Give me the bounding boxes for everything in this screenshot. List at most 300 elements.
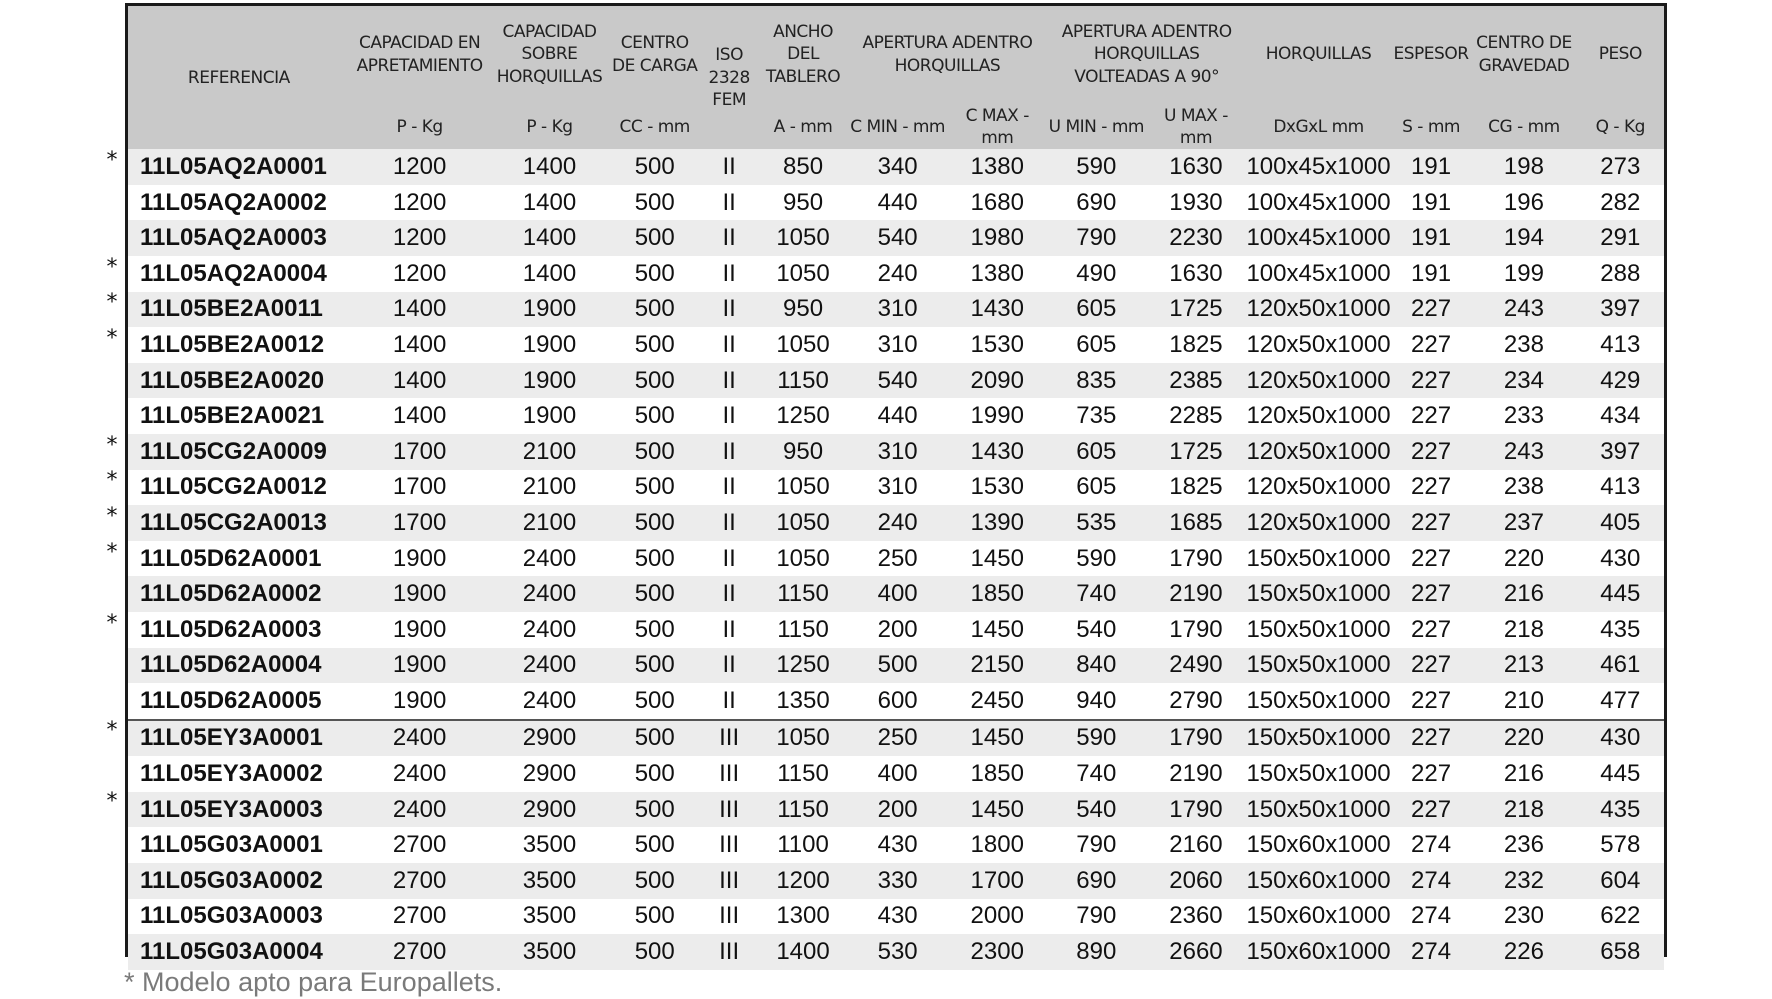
cell-centro-carga: 500 <box>609 292 700 328</box>
cell-cap-horquillas: 1400 <box>490 220 610 256</box>
cell-cap-apretamiento: 2700 <box>350 827 490 863</box>
cell-centro-gravedad: 198 <box>1471 149 1576 185</box>
header-horquillas: HORQUILLAS <box>1246 6 1390 103</box>
cell-referencia: 11L05AQ2A0003 <box>128 220 350 256</box>
cell-centro-carga: 500 <box>609 756 700 792</box>
cell-u-min: 490 <box>1047 256 1146 292</box>
cell-ancho-tablero: 1050 <box>758 256 848 292</box>
cell-referencia: 11L05EY3A0003 <box>128 792 350 828</box>
table-row <box>128 185 1664 221</box>
cell-ancho-tablero: 1050 <box>758 220 848 256</box>
cell-ancho-tablero: 1050 <box>758 541 848 577</box>
cell-referencia: 11L05AQ2A0002 <box>128 185 350 221</box>
cell-c-min: 540 <box>848 363 948 399</box>
cell-u-max: 1790 <box>1146 541 1247 577</box>
cell-horquillas: 150x60x1000 <box>1246 863 1390 899</box>
cell-peso: 461 <box>1577 648 1664 684</box>
cell-referencia: 11L05BE2A0012 <box>128 327 350 363</box>
cell-espesor: 227 <box>1391 792 1472 828</box>
cell-centro-carga: 500 <box>609 505 700 541</box>
cell-espesor: 227 <box>1391 648 1472 684</box>
cell-centro-gravedad: 216 <box>1471 576 1576 612</box>
table-row <box>128 470 1664 506</box>
unit-espesor: S - mm <box>1391 103 1472 149</box>
cell-horquillas: 120x50x1000 <box>1246 434 1390 470</box>
cell-espesor: 227 <box>1391 398 1472 434</box>
cell-cap-horquillas: 2400 <box>490 612 610 648</box>
cell-cap-apretamiento: 1200 <box>350 220 490 256</box>
cell-horquillas: 150x50x1000 <box>1246 612 1390 648</box>
unit-c-max: C MAX - mm <box>947 103 1047 149</box>
cell-iso: II <box>700 256 758 292</box>
cell-u-max: 1630 <box>1146 149 1247 185</box>
cell-horquillas: 150x50x1000 <box>1246 541 1390 577</box>
europallet-star-marker: * <box>106 717 118 743</box>
cell-c-max: 2150 <box>947 648 1047 684</box>
cell-espesor: 227 <box>1391 541 1472 577</box>
cell-c-min: 330 <box>848 863 948 899</box>
cell-u-min: 540 <box>1047 612 1146 648</box>
table-row <box>128 256 1664 292</box>
cell-peso: 578 <box>1577 827 1664 863</box>
cell-c-min: 250 <box>848 720 948 757</box>
cell-c-min: 310 <box>848 327 948 363</box>
cell-centro-gravedad: 233 <box>1471 398 1576 434</box>
cell-u-min: 835 <box>1047 363 1146 399</box>
cell-cap-apretamiento: 2400 <box>350 792 490 828</box>
cell-referencia: 11L05D62A0004 <box>128 648 350 684</box>
cell-peso: 622 <box>1577 899 1664 935</box>
cell-iso: II <box>700 149 758 185</box>
cell-espesor: 227 <box>1391 576 1472 612</box>
cell-u-min: 790 <box>1047 220 1146 256</box>
header-apertura-volteadas: APERTURA ADENTRO HORQUILLAS VOLTEADAS A 90° <box>1047 6 1246 103</box>
cell-iso: II <box>700 398 758 434</box>
unit-c-min: C MIN - mm <box>848 103 948 149</box>
cell-c-max: 1680 <box>947 185 1047 221</box>
europallet-star-marker <box>100 351 124 387</box>
cell-u-min: 590 <box>1047 541 1146 577</box>
table-row <box>128 398 1664 434</box>
cell-espesor: 227 <box>1391 505 1472 541</box>
cell-iso: III <box>700 827 758 863</box>
header-apertura-adentro: APERTURA ADENTRO HORQUILLAS <box>848 6 1047 103</box>
cell-c-max: 1530 <box>947 470 1047 506</box>
cell-centro-gravedad: 218 <box>1471 612 1576 648</box>
cell-horquillas: 150x60x1000 <box>1246 934 1390 970</box>
cell-peso: 397 <box>1577 434 1664 470</box>
cell-u-max: 2660 <box>1146 934 1247 970</box>
cell-u-max: 2285 <box>1146 398 1247 434</box>
cell-iso: III <box>700 863 758 899</box>
cell-centro-gravedad: 210 <box>1471 683 1576 720</box>
cell-c-min: 530 <box>848 934 948 970</box>
europallet-star-marker: * <box>106 503 118 529</box>
cell-c-min: 440 <box>848 185 948 221</box>
cell-cap-horquillas: 1900 <box>490 363 610 399</box>
table-row <box>128 648 1664 684</box>
cell-referencia: 11L05CG2A0012 <box>128 470 350 506</box>
unit-centro-carga: CC - mm <box>609 103 700 149</box>
cell-u-min: 605 <box>1047 434 1146 470</box>
cell-u-min: 840 <box>1047 648 1146 684</box>
header-peso: PESO <box>1577 6 1664 103</box>
product-spec-table <box>128 6 1664 970</box>
cell-cap-horquillas: 2900 <box>490 756 610 792</box>
cell-iso: II <box>700 327 758 363</box>
cell-c-min: 430 <box>848 827 948 863</box>
cell-ancho-tablero: 1050 <box>758 470 848 506</box>
cell-peso: 658 <box>1577 934 1664 970</box>
cell-ancho-tablero: 1150 <box>758 612 848 648</box>
cell-horquillas: 120x50x1000 <box>1246 292 1390 328</box>
cell-ancho-tablero: 1050 <box>758 327 848 363</box>
cell-espesor: 227 <box>1391 612 1472 648</box>
cell-cap-apretamiento: 1700 <box>350 505 490 541</box>
cell-u-max: 1790 <box>1146 720 1247 757</box>
cell-centro-gravedad: 243 <box>1471 292 1576 328</box>
cell-iso: III <box>700 934 758 970</box>
cell-cap-horquillas: 3500 <box>490 934 610 970</box>
cell-cap-horquillas: 1400 <box>490 256 610 292</box>
cell-centro-carga: 500 <box>609 612 700 648</box>
cell-c-min: 400 <box>848 756 948 792</box>
cell-centro-carga: 500 <box>609 434 700 470</box>
cell-u-min: 790 <box>1047 899 1146 935</box>
europallet-star-marker <box>100 386 124 422</box>
cell-c-max: 1990 <box>947 398 1047 434</box>
europallet-star-marker <box>100 920 124 956</box>
cell-referencia: 11L05G03A0001 <box>128 827 350 863</box>
unit-centro-gravedad: CG - mm <box>1471 103 1576 149</box>
cell-referencia: 11L05AQ2A0004 <box>128 256 350 292</box>
cell-centro-carga: 500 <box>609 934 700 970</box>
cell-u-max: 1790 <box>1146 792 1247 828</box>
cell-cap-apretamiento: 1400 <box>350 292 490 328</box>
cell-espesor: 227 <box>1391 363 1472 399</box>
cell-c-min: 240 <box>848 505 948 541</box>
cell-horquillas: 120x50x1000 <box>1246 505 1390 541</box>
table-header <box>128 6 1664 149</box>
cell-espesor: 227 <box>1391 434 1472 470</box>
cell-espesor: 191 <box>1391 149 1472 185</box>
cell-u-min: 740 <box>1047 576 1146 612</box>
cell-cap-apretamiento: 2700 <box>350 934 490 970</box>
cell-c-min: 200 <box>848 612 948 648</box>
europallet-star-marker <box>100 813 124 849</box>
cell-centro-carga: 500 <box>609 327 700 363</box>
cell-referencia: 11L05D62A0001 <box>128 541 350 577</box>
cell-ancho-tablero: 950 <box>758 434 848 470</box>
cell-c-min: 310 <box>848 434 948 470</box>
cell-centro-carga: 500 <box>609 149 700 185</box>
cell-u-max: 2490 <box>1146 648 1247 684</box>
europallet-star-marker: * <box>106 148 118 173</box>
cell-referencia: 11L05G03A0002 <box>128 863 350 899</box>
cell-centro-carga: 500 <box>609 683 700 720</box>
cell-espesor: 274 <box>1391 934 1472 970</box>
cell-cap-horquillas: 1900 <box>490 292 610 328</box>
cell-centro-gravedad: 220 <box>1471 541 1576 577</box>
cell-iso: II <box>700 434 758 470</box>
cell-espesor: 227 <box>1391 327 1472 363</box>
europallet-star-marker <box>100 564 124 600</box>
table-row <box>128 541 1664 577</box>
cell-u-max: 2190 <box>1146 576 1247 612</box>
cell-horquillas: 150x50x1000 <box>1246 720 1390 757</box>
cell-ancho-tablero: 850 <box>758 149 848 185</box>
cell-peso: 604 <box>1577 863 1664 899</box>
cell-c-min: 540 <box>848 220 948 256</box>
table-body <box>128 149 1664 970</box>
cell-iso: II <box>700 363 758 399</box>
cell-referencia: 11L05AQ2A0001 <box>128 149 350 185</box>
unit-peso: Q - Kg <box>1577 103 1664 149</box>
unit-ancho-tablero: A - mm <box>758 103 848 149</box>
cell-peso: 435 <box>1577 792 1664 828</box>
cell-centro-gravedad: 238 <box>1471 327 1576 363</box>
table-row <box>128 756 1664 792</box>
cell-iso: II <box>700 220 758 256</box>
europallet-star-marker <box>100 884 124 920</box>
cell-espesor: 227 <box>1391 683 1472 720</box>
table-row <box>128 934 1664 970</box>
cell-c-max: 1450 <box>947 612 1047 648</box>
cell-cap-horquillas: 2400 <box>490 576 610 612</box>
cell-u-min: 605 <box>1047 470 1146 506</box>
cell-horquillas: 120x50x1000 <box>1246 398 1390 434</box>
cell-centro-gravedad: 226 <box>1471 934 1576 970</box>
cell-u-max: 2790 <box>1146 683 1247 720</box>
cell-cap-horquillas: 1900 <box>490 327 610 363</box>
cell-espesor: 227 <box>1391 470 1472 506</box>
europallet-star-marker: * <box>106 539 118 565</box>
cell-cap-horquillas: 2900 <box>490 720 610 757</box>
cell-c-min: 200 <box>848 792 948 828</box>
cell-peso: 288 <box>1577 256 1664 292</box>
europallet-star-marker <box>100 742 124 778</box>
cell-cap-horquillas: 2100 <box>490 434 610 470</box>
europallet-star-marker: * <box>106 468 118 494</box>
cell-ancho-tablero: 1100 <box>758 827 848 863</box>
cell-u-max: 1725 <box>1146 434 1247 470</box>
cell-espesor: 274 <box>1391 827 1472 863</box>
cell-referencia: 11L05BE2A0020 <box>128 363 350 399</box>
table-row <box>128 792 1664 828</box>
cell-horquillas: 150x50x1000 <box>1246 756 1390 792</box>
cell-centro-carga: 500 <box>609 220 700 256</box>
cell-ancho-tablero: 1200 <box>758 863 848 899</box>
cell-u-min: 735 <box>1047 398 1146 434</box>
cell-c-max: 1430 <box>947 292 1047 328</box>
cell-peso: 282 <box>1577 185 1664 221</box>
cell-c-max: 2000 <box>947 899 1047 935</box>
unit-u-max: U MAX - mm <box>1146 103 1247 149</box>
cell-horquillas: 150x60x1000 <box>1246 899 1390 935</box>
europallet-star-marker: * <box>106 610 118 636</box>
cell-u-max: 1930 <box>1146 185 1247 221</box>
europallet-marker-column <box>100 137 124 956</box>
cell-cap-apretamiento: 1200 <box>350 256 490 292</box>
cell-cap-apretamiento: 1400 <box>350 327 490 363</box>
cell-cap-apretamiento: 1400 <box>350 363 490 399</box>
header-ancho-tablero: ANCHO DEL TABLERO <box>758 6 848 103</box>
cell-referencia: 11L05CG2A0013 <box>128 505 350 541</box>
cell-cap-apretamiento: 2400 <box>350 720 490 757</box>
cell-peso: 413 <box>1577 470 1664 506</box>
cell-cap-apretamiento: 2700 <box>350 899 490 935</box>
table-row <box>128 149 1664 185</box>
cell-c-min: 310 <box>848 470 948 506</box>
cell-cap-apretamiento: 1200 <box>350 185 490 221</box>
cell-espesor: 191 <box>1391 256 1472 292</box>
cell-u-min: 605 <box>1047 292 1146 328</box>
cell-u-min: 690 <box>1047 863 1146 899</box>
cell-ancho-tablero: 1150 <box>758 756 848 792</box>
cell-peso: 413 <box>1577 327 1664 363</box>
cell-centro-gravedad: 243 <box>1471 434 1576 470</box>
header-centro-gravedad: CENTRO DE GRAVEDAD <box>1471 6 1576 103</box>
cell-cap-apretamiento: 2700 <box>350 863 490 899</box>
cell-cap-horquillas: 2400 <box>490 683 610 720</box>
cell-centro-gravedad: 230 <box>1471 899 1576 935</box>
table-row <box>128 220 1664 256</box>
cell-u-max: 2230 <box>1146 220 1247 256</box>
cell-horquillas: 120x50x1000 <box>1246 363 1390 399</box>
header-espesor: ESPESOR <box>1391 6 1472 103</box>
cell-u-max: 2160 <box>1146 827 1247 863</box>
cell-c-max: 1980 <box>947 220 1047 256</box>
cell-ancho-tablero: 1250 <box>758 648 848 684</box>
cell-horquillas: 100x45x1000 <box>1246 220 1390 256</box>
cell-cap-horquillas: 2900 <box>490 792 610 828</box>
cell-c-min: 440 <box>848 398 948 434</box>
europallet-star-marker: * <box>106 325 118 351</box>
unit-cap-horquillas: P - Kg <box>490 103 610 149</box>
cell-referencia: 11L05BE2A0011 <box>128 292 350 328</box>
cell-horquillas: 150x50x1000 <box>1246 683 1390 720</box>
cell-peso: 430 <box>1577 720 1664 757</box>
europallet-star-marker: * <box>106 788 118 814</box>
cell-peso: 429 <box>1577 363 1664 399</box>
cell-referencia: 11L05G03A0004 <box>128 934 350 970</box>
cell-centro-carga: 500 <box>609 363 700 399</box>
cell-centro-carga: 500 <box>609 576 700 612</box>
europallet-star-marker <box>100 671 124 707</box>
cell-peso: 445 <box>1577 576 1664 612</box>
table-row <box>128 683 1664 720</box>
europallet-star-marker: * <box>106 290 118 316</box>
cell-referencia: 11L05D62A0005 <box>128 683 350 720</box>
cell-cap-apretamiento: 1700 <box>350 434 490 470</box>
cell-cap-horquillas: 2100 <box>490 505 610 541</box>
cell-c-max: 1380 <box>947 256 1047 292</box>
cell-centro-carga: 500 <box>609 470 700 506</box>
cell-iso: II <box>700 470 758 506</box>
cell-cap-horquillas: 2100 <box>490 470 610 506</box>
table-row <box>128 827 1664 863</box>
cell-centro-gravedad: 237 <box>1471 505 1576 541</box>
cell-cap-horquillas: 2400 <box>490 648 610 684</box>
cell-horquillas: 100x45x1000 <box>1246 256 1390 292</box>
cell-espesor: 274 <box>1391 863 1472 899</box>
cell-cap-apretamiento: 1900 <box>350 648 490 684</box>
product-spec-table-frame <box>125 3 1667 966</box>
cell-u-min: 940 <box>1047 683 1146 720</box>
cell-c-max: 1850 <box>947 756 1047 792</box>
cell-c-max: 2450 <box>947 683 1047 720</box>
footnote: * Modelo apto para Europallets. <box>124 967 503 997</box>
cell-c-max: 1380 <box>947 149 1047 185</box>
cell-iso: II <box>700 648 758 684</box>
cell-cap-horquillas: 1400 <box>490 149 610 185</box>
cell-u-min: 590 <box>1047 720 1146 757</box>
cell-iso: II <box>700 292 758 328</box>
cell-u-max: 2360 <box>1146 899 1247 935</box>
cell-ancho-tablero: 1150 <box>758 576 848 612</box>
cell-peso: 445 <box>1577 756 1664 792</box>
cell-u-min: 690 <box>1047 185 1146 221</box>
cell-peso: 405 <box>1577 505 1664 541</box>
cell-c-max: 1800 <box>947 827 1047 863</box>
cell-iso: II <box>700 541 758 577</box>
cell-cap-horquillas: 1400 <box>490 185 610 221</box>
cell-u-min: 740 <box>1047 756 1146 792</box>
cell-ancho-tablero: 1050 <box>758 720 848 757</box>
cell-centro-gravedad: 199 <box>1471 256 1576 292</box>
cell-horquillas: 150x60x1000 <box>1246 827 1390 863</box>
cell-centro-gravedad: 234 <box>1471 363 1576 399</box>
cell-horquillas: 120x50x1000 <box>1246 327 1390 363</box>
cell-u-min: 790 <box>1047 827 1146 863</box>
cell-c-max: 2300 <box>947 934 1047 970</box>
cell-peso: 434 <box>1577 398 1664 434</box>
cell-c-min: 340 <box>848 149 948 185</box>
cell-espesor: 227 <box>1391 720 1472 757</box>
cell-centro-gravedad: 194 <box>1471 220 1576 256</box>
cell-u-min: 535 <box>1047 505 1146 541</box>
cell-c-max: 2090 <box>947 363 1047 399</box>
cell-peso: 291 <box>1577 220 1664 256</box>
cell-u-min: 590 <box>1047 149 1146 185</box>
cell-horquillas: 100x45x1000 <box>1246 149 1390 185</box>
unit-u-min: U MIN - mm <box>1047 103 1146 149</box>
cell-c-max: 1700 <box>947 863 1047 899</box>
cell-ancho-tablero: 950 <box>758 292 848 328</box>
cell-u-max: 1790 <box>1146 612 1247 648</box>
table-row <box>128 899 1664 935</box>
cell-cap-horquillas: 1900 <box>490 398 610 434</box>
europallet-star-marker <box>100 635 124 671</box>
cell-u-max: 1725 <box>1146 292 1247 328</box>
cell-c-min: 600 <box>848 683 948 720</box>
table-row <box>128 863 1664 899</box>
cell-centro-gravedad: 213 <box>1471 648 1576 684</box>
cell-centro-gravedad: 236 <box>1471 827 1576 863</box>
table-row <box>128 327 1664 363</box>
cell-u-max: 1825 <box>1146 327 1247 363</box>
header-capacidad-horquillas: CAPACIDAD SOBRE HORQUILLAS <box>490 6 610 103</box>
cell-c-min: 250 <box>848 541 948 577</box>
header-centro-carga: CENTRO DE CARGA <box>609 6 700 103</box>
table-row <box>128 612 1664 648</box>
cell-centro-gravedad: 196 <box>1471 185 1576 221</box>
cell-centro-carga: 500 <box>609 648 700 684</box>
cell-iso: II <box>700 576 758 612</box>
europallet-star-marker: * <box>106 432 118 458</box>
cell-centro-gravedad: 216 <box>1471 756 1576 792</box>
cell-cap-apretamiento: 1200 <box>350 149 490 185</box>
